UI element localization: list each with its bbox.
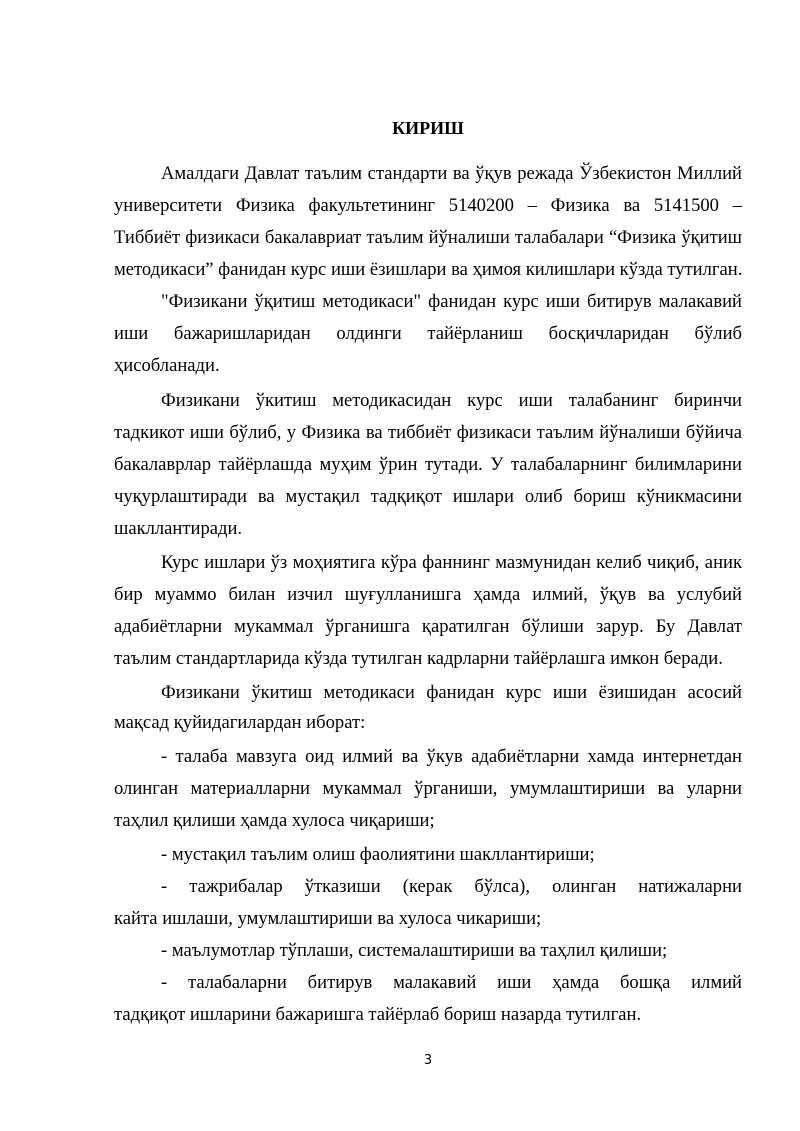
text-line-10: бакалаврлар тайёрлашда муҳим ўрин тутади. У талабаларнинг билимларини [114,454,742,475]
text-line-11: чуқурлаштиради ва мустақил тадқиқот ишлари олиб бориш кўникмасини [114,486,742,507]
text-line-6: иши бажаришларидан олдинги тайёрланиш босқичларидан бўлиб [114,323,742,344]
text-line-9: тадкикот иши бўлиб, у Физика ва тиббиёт физикаси таълим йўналиши бўйича [114,422,742,443]
text-line-16: таълим стандартларида кўзда тутилган кадрларни тайёрлашга имкон беради. [114,648,723,669]
text-line-8: Физикани ўкитиш методикасидан курс иши талабанинг биринчи [161,390,742,411]
section-heading: КИРИШ [392,118,464,138]
text-line-13: Курс ишлари ўз моҳиятига кўра фаннинг мазмунидан келиб чиқиб, аник [161,552,742,573]
text-line-15: адабиётларни мукаммал ўрганишга қаратилган бўлиши зарур. Бу Давлат [114,616,742,637]
text-line-26: - талабаларни битирув малакавий иши ҳамда бошқа илмий [161,972,742,993]
text-line-7: ҳисобланади. [114,355,220,376]
text-line-17: Физикани ўкитиш методикаси фанидан курс иши ёзишидан асосий [161,682,742,703]
text-line-2: университети Физика факультетининг 5140200 – Физика ва 5141500 – [114,195,742,216]
text-line-5: "Физикани ўқитиш методикаси" фанидан курс иши битирув малакавий [161,291,742,312]
text-line-20: олинган материалларни мукаммал ўрганиши, умумлаштириши ва уларни [114,778,742,799]
text-line-19: - талаба мавзуга оид илмий ва ўкув адабиётларни хамда интернетдан [161,746,742,767]
text-line-18: мақсад қуйидагилардан иборат: [114,712,366,733]
text-line-4: методикаси” фанидан курс иши ёзишлари ва ҳимоя килишлари кўзда тутилган. [114,259,743,280]
text-line-23: - тажрибалар ўтказиши (керак бўлса), олинган натижаларни [161,876,742,897]
text-line-3: Тиббиёт физикаси бакалавриат таълим йўналиши талабалари “Физика ўқитиш [114,227,742,248]
text-line-27: тадқиқот ишларини бажаришга тайёрлаб бориш назарда тутилган. [114,1004,642,1025]
text-line-1: Амалдаги Давлат таълим стандарти ва ўқув режада Ўзбекистон Миллий [161,163,742,184]
text-line-21: таҳлил қилиши ҳамда хулоса чиқариши; [114,810,435,831]
page-number: 3 [423,1053,433,1068]
text-line-22: - мустақил таълим олиш фаолиятини шакллантириши; [161,844,595,865]
text-line-12: шакллантиради. [114,518,243,539]
text-line-25: - маълумотлар тўплаши, системалаштириши ва таҳлил қилиши; [161,940,668,961]
text-line-14: бир муаммо билан изчил шуғулланишга ҳамда илмий, ўқув ва услубий [114,584,742,605]
text-line-24: кайта ишлаши, умумлаштириши ва хулоса чикариши; [114,908,542,929]
